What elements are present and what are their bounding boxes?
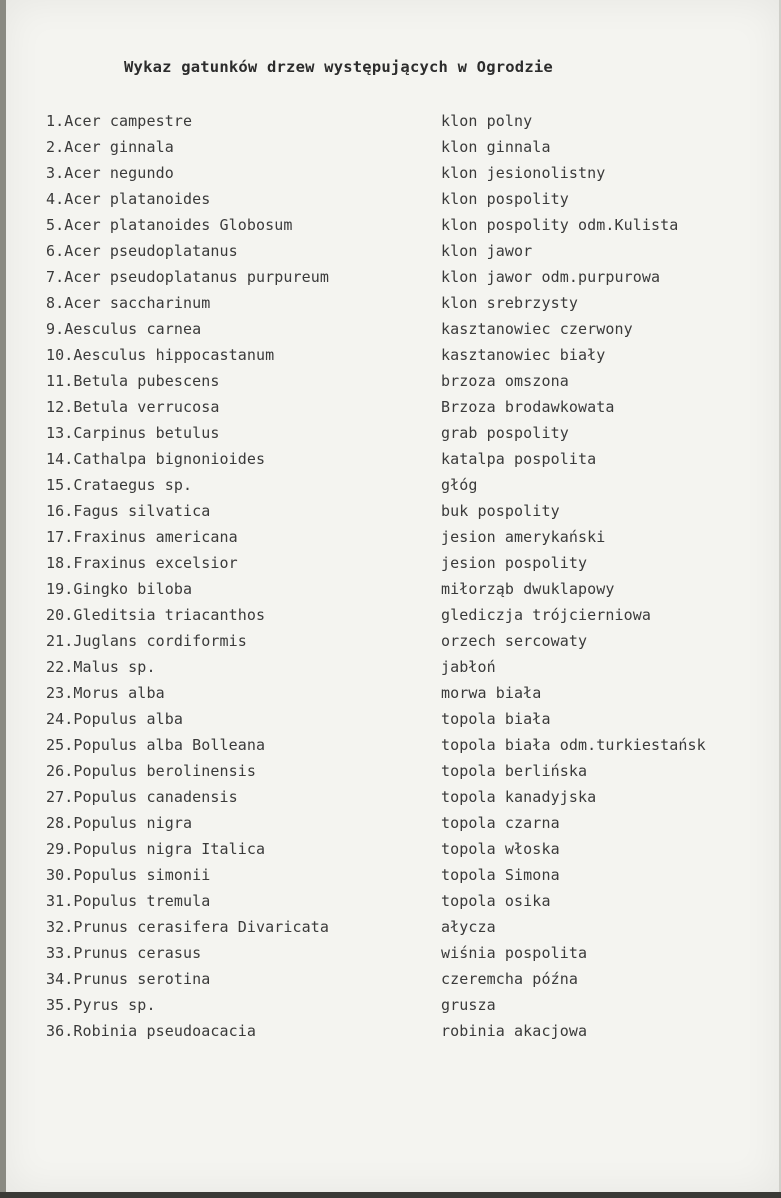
latin-name: 27.Populus canadensis xyxy=(46,788,238,806)
latin-name: 4.Acer platanoides xyxy=(46,190,211,208)
polish-name: wiśnia pospolita xyxy=(441,944,588,962)
latin-name: 26.Populus berolinensis xyxy=(46,762,257,780)
polish-name: czeremcha późna xyxy=(441,970,578,988)
latin-name: 17.Fraxinus americana xyxy=(46,528,238,546)
latin-name: 10.Aesculus hippocastanum xyxy=(46,346,275,364)
species-row xyxy=(6,840,779,866)
species-row xyxy=(6,710,779,736)
polish-name: klon polny xyxy=(441,112,533,130)
polish-name: Brzoza brodawkowata xyxy=(441,398,615,416)
species-row xyxy=(6,242,779,268)
latin-name: 21.Juglans cordiformis xyxy=(46,632,247,650)
latin-name: 34.Prunus serotina xyxy=(46,970,211,988)
polish-name: miłorząb dwuklapowy xyxy=(441,580,615,598)
latin-name: 13.Carpinus betulus xyxy=(46,424,220,442)
species-row xyxy=(6,450,779,476)
species-row xyxy=(6,346,779,372)
latin-name: 28.Populus nigra xyxy=(46,814,193,832)
polish-name: ałycza xyxy=(441,918,496,936)
polish-name: topola osika xyxy=(441,892,551,910)
species-row xyxy=(6,866,779,892)
species-list xyxy=(6,112,779,1048)
polish-name: glediczja trójcierniowa xyxy=(441,606,652,624)
latin-name: 1.Acer campestre xyxy=(46,112,193,130)
polish-name: buk pospolity xyxy=(441,502,560,520)
latin-name: 25.Populus alba Bolleana xyxy=(46,736,266,754)
latin-name: 3.Acer negundo xyxy=(46,164,174,182)
page-bottom-edge xyxy=(0,1192,781,1198)
latin-name: 11.Betula pubescens xyxy=(46,372,220,390)
polish-name: klon pospolity odm.Kulista xyxy=(441,216,679,234)
species-row xyxy=(6,554,779,580)
species-row xyxy=(6,580,779,606)
polish-name: klon jesionolistny xyxy=(441,164,606,182)
latin-name: 36.Robinia pseudoacacia xyxy=(46,1022,257,1040)
latin-name: 32.Prunus cerasifera Divaricata xyxy=(46,918,330,936)
species-row xyxy=(6,632,779,658)
polish-name: katalpa pospolita xyxy=(441,450,597,468)
species-row xyxy=(6,164,779,190)
latin-name: 18.Fraxinus excelsior xyxy=(46,554,238,572)
species-row xyxy=(6,1022,779,1048)
polish-name: robinia akacjowa xyxy=(441,1022,588,1040)
latin-name: 8.Acer saccharinum xyxy=(46,294,211,312)
latin-name: 2.Acer ginnala xyxy=(46,138,174,156)
polish-name: klon jawor odm.purpurowa xyxy=(441,268,661,286)
polish-name: jesion pospolity xyxy=(441,554,588,572)
polish-name: grusza xyxy=(441,996,496,1014)
polish-name: klon jawor xyxy=(441,242,533,260)
polish-name: orzech sercowaty xyxy=(441,632,588,650)
polish-name: topola włoska xyxy=(441,840,560,858)
latin-name: 24.Populus alba xyxy=(46,710,183,728)
latin-name: 16.Fagus silvatica xyxy=(46,502,211,520)
latin-name: 12.Betula verrucosa xyxy=(46,398,220,416)
species-row xyxy=(6,138,779,164)
polish-name: grab pospolity xyxy=(441,424,569,442)
latin-name: 22.Malus sp. xyxy=(46,658,156,676)
species-row xyxy=(6,112,779,138)
latin-name: 15.Crataegus sp. xyxy=(46,476,193,494)
polish-name: topola Simona xyxy=(441,866,560,884)
species-row xyxy=(6,814,779,840)
latin-name: 5.Acer platanoides Globosum xyxy=(46,216,293,234)
species-row xyxy=(6,658,779,684)
latin-name: 33.Prunus cerasus xyxy=(46,944,202,962)
species-row xyxy=(6,398,779,424)
latin-name: 14.Cathalpa bignonioides xyxy=(46,450,266,468)
polish-name: klon pospolity xyxy=(441,190,569,208)
polish-name: topola kanadyjska xyxy=(441,788,597,806)
species-row xyxy=(6,320,779,346)
species-row xyxy=(6,216,779,242)
species-row xyxy=(6,528,779,554)
latin-name: 19.Gingko biloba xyxy=(46,580,193,598)
species-row xyxy=(6,294,779,320)
polish-name: jabłoń xyxy=(441,658,496,676)
species-row xyxy=(6,892,779,918)
polish-name: klon ginnala xyxy=(441,138,551,156)
species-row xyxy=(6,268,779,294)
latin-name: 29.Populus nigra Italica xyxy=(46,840,266,858)
species-row xyxy=(6,476,779,502)
latin-name: 9.Aesculus carnea xyxy=(46,320,202,338)
species-row xyxy=(6,788,779,814)
species-row xyxy=(6,606,779,632)
species-row xyxy=(6,762,779,788)
latin-name: 31.Populus tremula xyxy=(46,892,211,910)
polish-name: topola czarna xyxy=(441,814,560,832)
species-row xyxy=(6,372,779,398)
latin-name: 30.Populus simonii xyxy=(46,866,211,884)
polish-name: kasztanowiec biały xyxy=(441,346,606,364)
species-row xyxy=(6,944,779,970)
latin-name: 6.Acer pseudoplatanus xyxy=(46,242,238,260)
species-row xyxy=(6,918,779,944)
document-page xyxy=(6,0,779,1192)
species-row xyxy=(6,190,779,216)
latin-name: 35.Pyrus sp. xyxy=(46,996,156,1014)
species-row xyxy=(6,424,779,450)
species-row xyxy=(6,502,779,528)
polish-name: głóg xyxy=(441,476,478,494)
polish-name: brzoza omszona xyxy=(441,372,569,390)
polish-name: topola biała odm.turkiestańsk xyxy=(441,736,706,754)
species-row xyxy=(6,970,779,996)
latin-name: 7.Acer pseudoplatanus purpureum xyxy=(46,268,330,286)
polish-name: morwa biała xyxy=(441,684,542,702)
polish-name: klon srebrzysty xyxy=(441,294,578,312)
latin-name: 20.Gleditsia triacanthos xyxy=(46,606,266,624)
polish-name: topola biała xyxy=(441,710,551,728)
polish-name: kasztanowiec czerwony xyxy=(441,320,633,338)
species-row xyxy=(6,996,779,1022)
latin-name: 23.Morus alba xyxy=(46,684,165,702)
polish-name: jesion amerykański xyxy=(441,528,606,546)
polish-name: topola berlińska xyxy=(441,762,588,780)
species-row xyxy=(6,736,779,762)
page-title: Wykaz gatunków drzew występujących w Ogrodzie xyxy=(124,58,553,76)
species-row xyxy=(6,684,779,710)
